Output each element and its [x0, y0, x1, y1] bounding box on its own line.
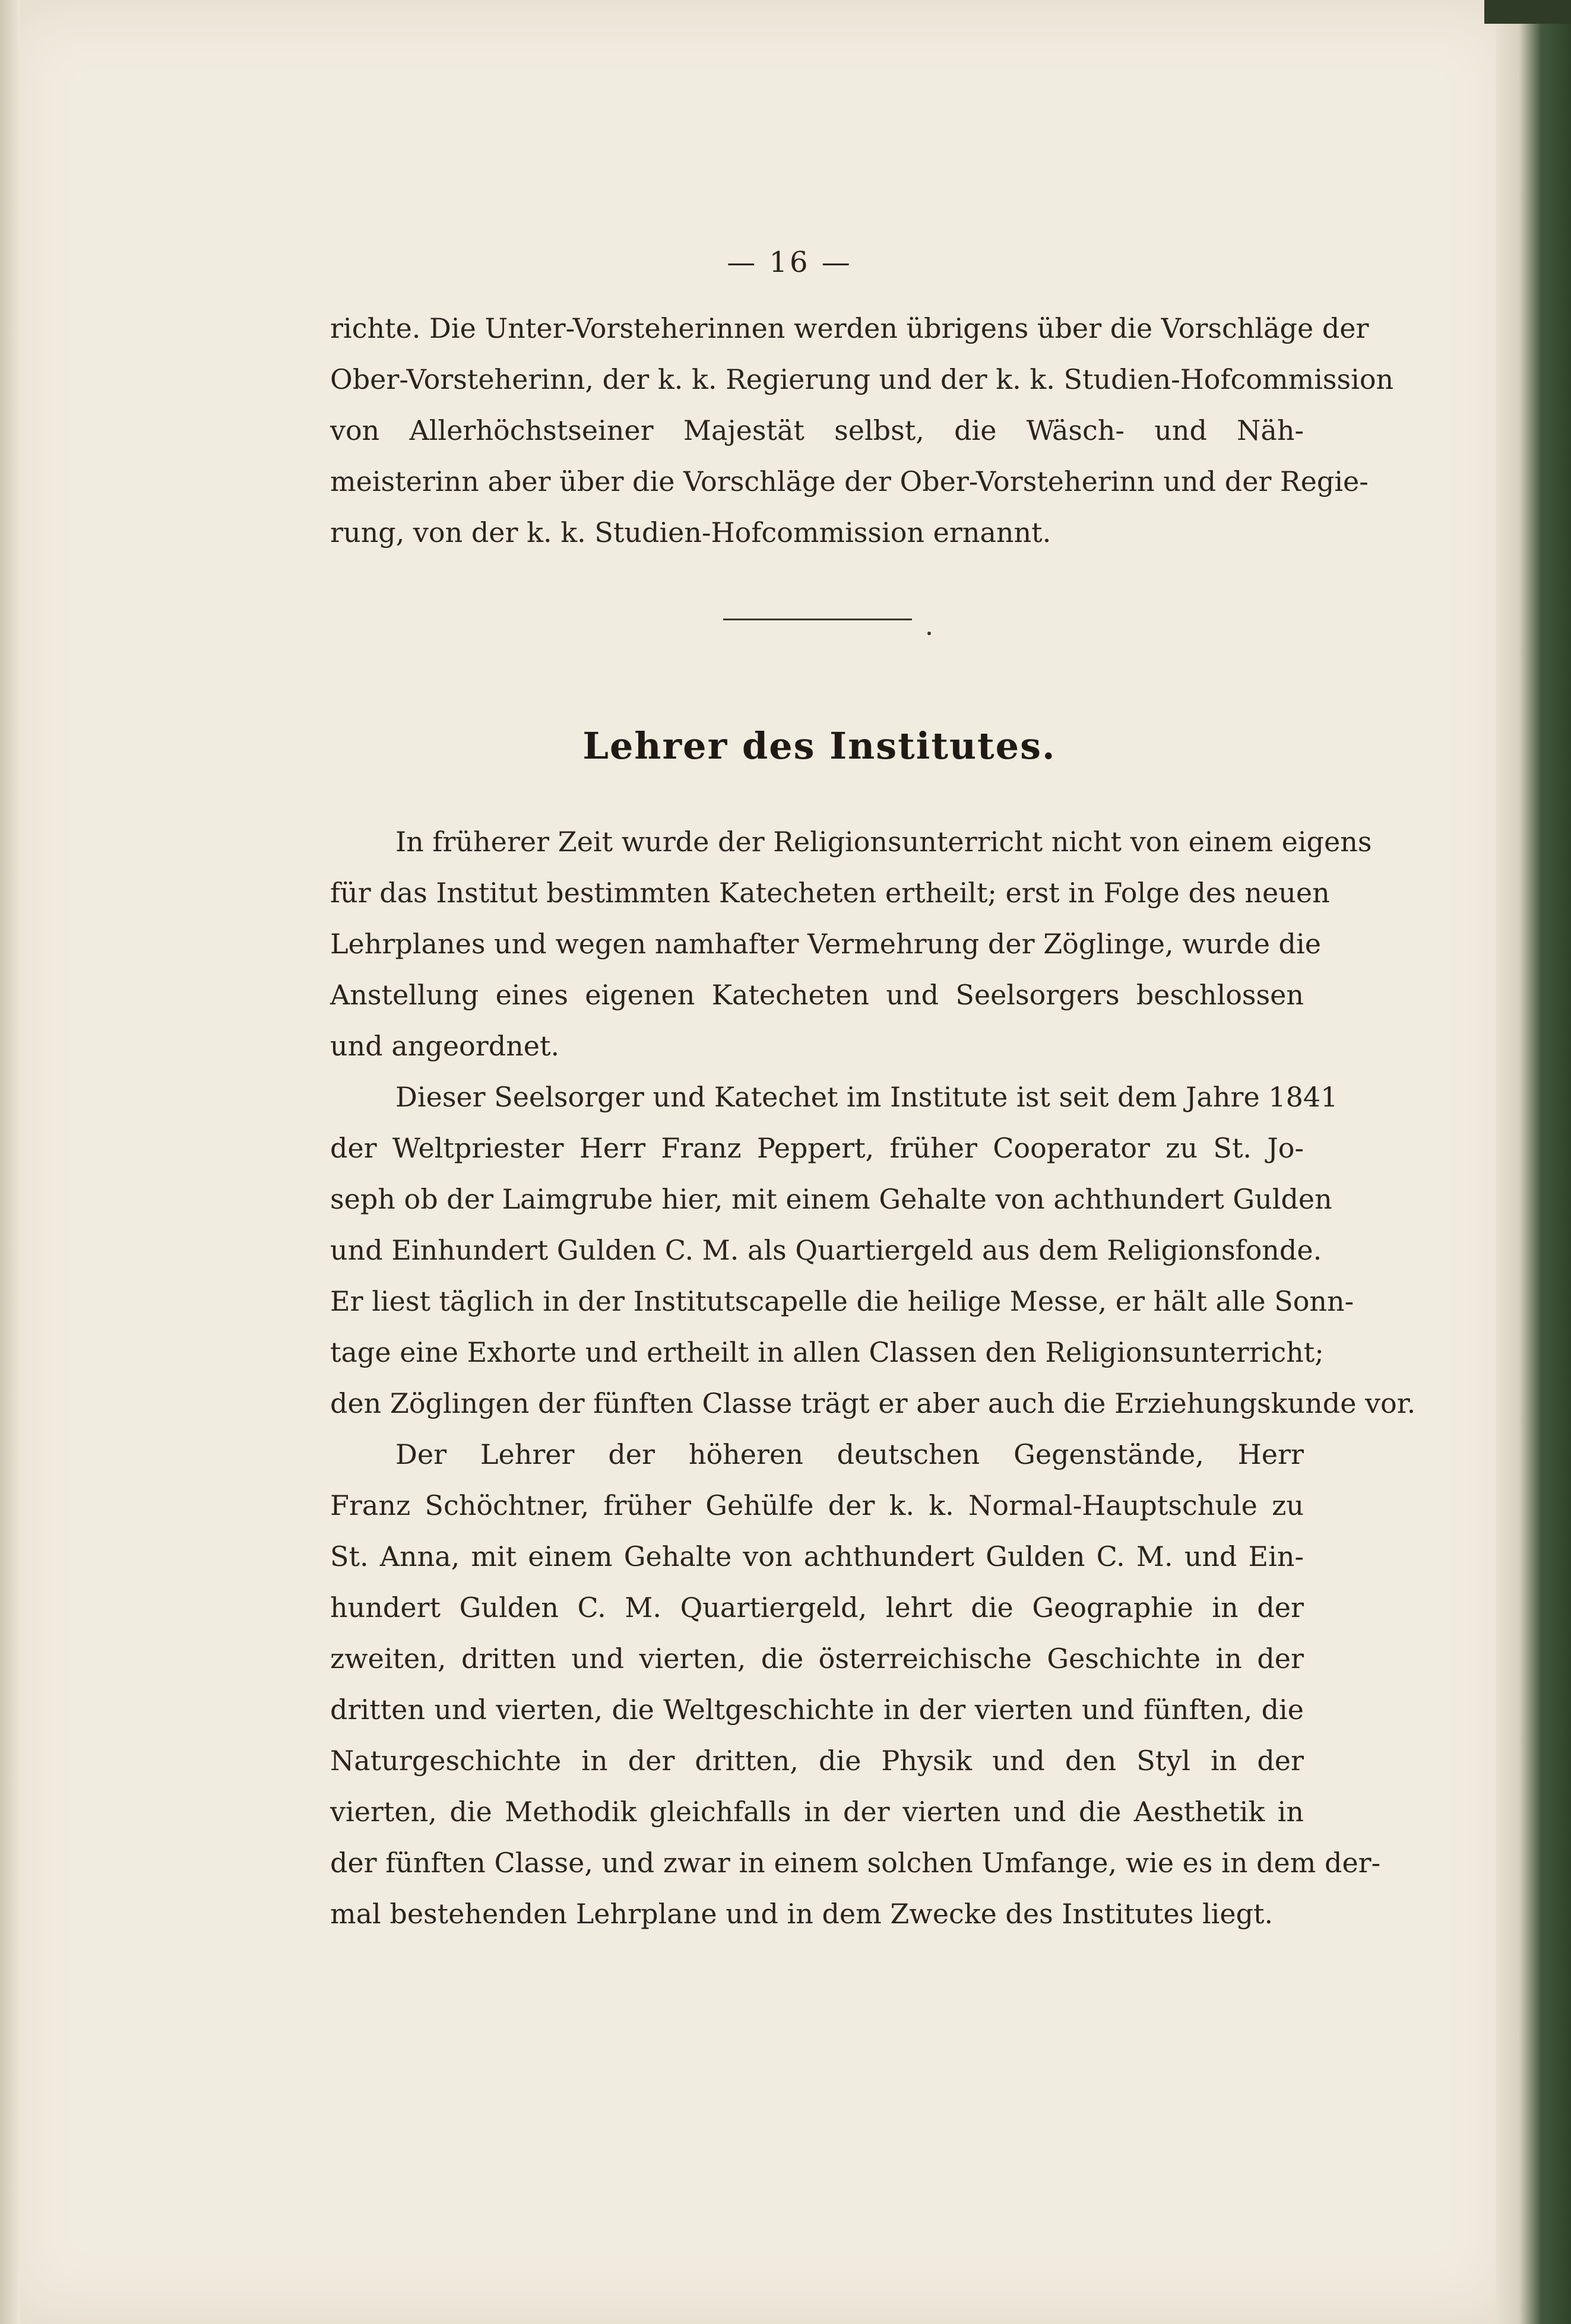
- section-heading: Lehrer des Institutes.: [582, 724, 1056, 768]
- book-cover-edge: [1496, 0, 1571, 2324]
- text-line: von Allerhöchstseiner Majestät selbst, die Wäsch- und Näh-: [330, 414, 1304, 446]
- text-line: dritten und vierten, die Weltgeschichte in der vierten und fünften, die: [330, 1694, 1304, 1726]
- text-line: Ober-Vorsteherinn, der k. k. Regierung und der k. k. Studien-Hofcommission: [330, 363, 1394, 395]
- text-line: hundert Gulden C. M. Quartiergeld, lehrt die Geographie in der: [330, 1591, 1304, 1624]
- text-line: Der Lehrer der höheren deutschen Gegenstände, Herr: [395, 1438, 1304, 1470]
- page-number: — 16 —: [727, 246, 853, 279]
- text-line: St. Anna, mit einem Gehalte von achthundert Gulden C. M. und Ein-: [330, 1540, 1304, 1572]
- text-line: Franz Schöchtner, früher Gehülfe der k. k. Normal-Hauptschule zu: [330, 1489, 1304, 1521]
- section-divider: [723, 619, 912, 620]
- text-line: vierten, die Methodik gleichfalls in der vierten und die Aesthetik in: [330, 1796, 1304, 1828]
- text-line: meisterinn aber über die Vorschläge der Ober-Vorsteherinn und der Regie-: [330, 465, 1369, 497]
- text-line: Er liest täglich in der Institutscapelle die heilige Messe, er hält alle Sonn-: [330, 1285, 1354, 1317]
- text-line: zweiten, dritten und vierten, die österreichische Geschichte in der: [330, 1643, 1304, 1675]
- text-line: seph ob der Laimgrube hier, mit einem Gehalte von achthundert Gulden: [330, 1183, 1332, 1215]
- text-line: Dieser Seelsorger und Katechet im Institute ist seit dem Jahre 1841: [395, 1081, 1338, 1113]
- text-line: Anstellung eines eigenen Katecheten und Seelsorgers beschlossen: [330, 979, 1304, 1011]
- text-line: der fünften Classe, und zwar in einem solchen Umfange, wie es in dem der-: [330, 1847, 1381, 1879]
- text-line: rung, von der k. k. Studien-Hofcommission ernannt.: [330, 516, 1051, 548]
- text-line: der Weltpriester Herr Franz Peppert, früher Cooperator zu St. Jo-: [330, 1132, 1304, 1164]
- text-line: tage eine Exhorte und ertheilt in allen Classen den Religionsunterricht;: [330, 1336, 1324, 1368]
- text-line: und Einhundert Gulden C. M. als Quartiergeld aus dem Religionsfonde.: [330, 1234, 1322, 1266]
- text-line: Naturgeschichte in der dritten, die Physik und den Styl in der: [330, 1745, 1304, 1777]
- page-gutter: [0, 0, 20, 2324]
- section-body: [330, 816, 1416, 1939]
- text-line: Lehrplanes und wegen namhafter Vermehrung der Zöglinge, wurde die: [330, 928, 1321, 960]
- paragraph-top: [330, 303, 1394, 558]
- text-line: mal bestehenden Lehrplane und in dem Zwecke des Institutes liegt.: [330, 1898, 1274, 1930]
- divider-dot: [927, 632, 931, 635]
- binding-corner: [1484, 0, 1571, 24]
- text-line: richte. Die Unter-Vorsteherinnen werden übrigens über die Vorschläge der: [330, 312, 1369, 344]
- text-line: und angeordnet.: [330, 1030, 560, 1062]
- text-line: In früherer Zeit wurde der Religionsunterricht nicht von einem eigens: [395, 826, 1372, 858]
- text-line: für das Institut bestimmten Katecheten ertheilt; erst in Folge des neuen: [330, 877, 1330, 909]
- text-line: den Zöglingen der fünften Classe trägt er aber auch die Erziehungskunde vor.: [330, 1387, 1416, 1419]
